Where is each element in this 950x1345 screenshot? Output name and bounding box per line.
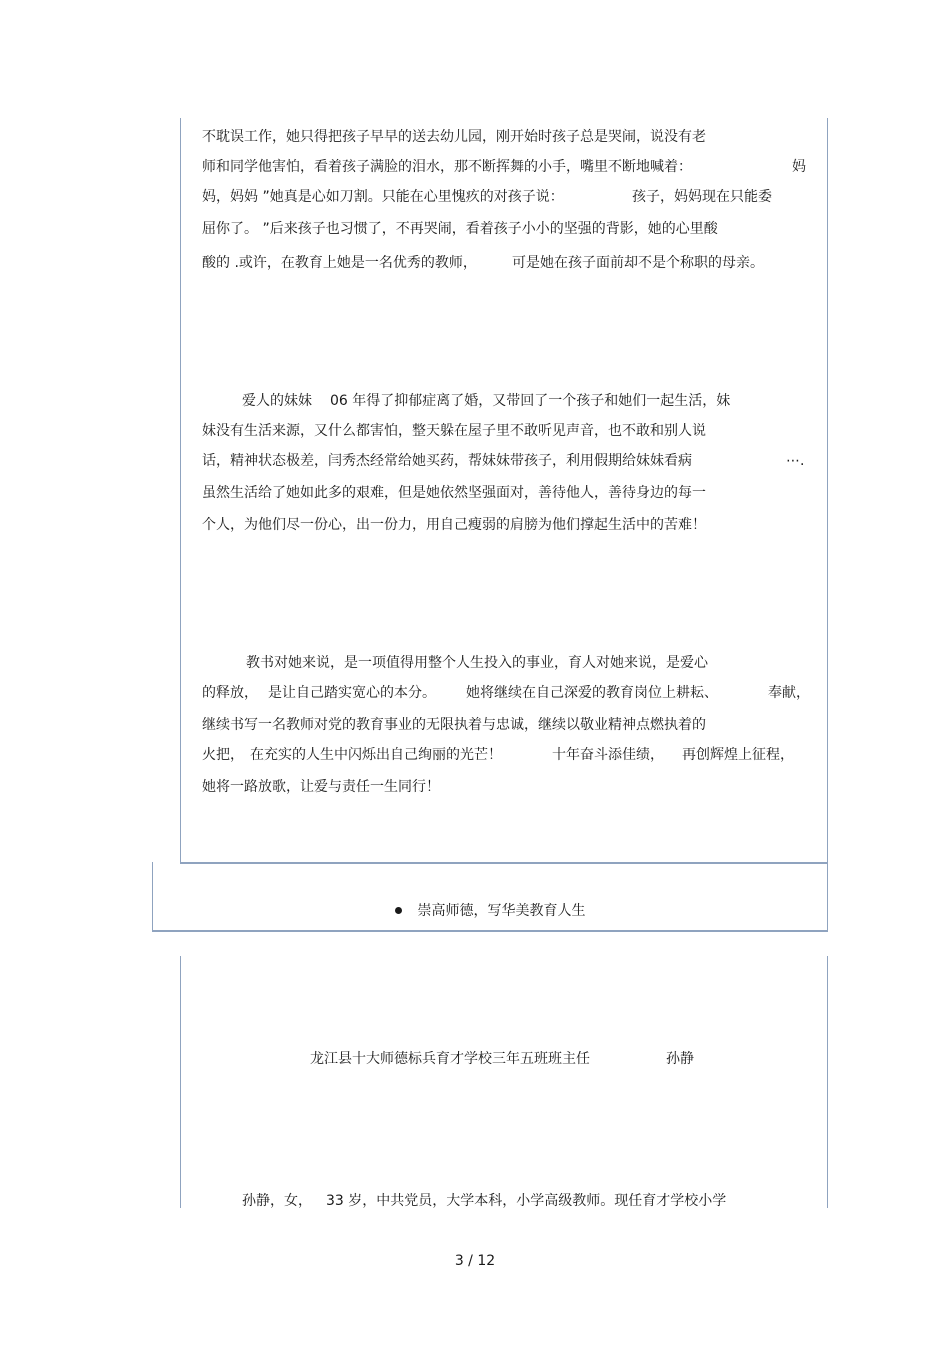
paragraph-line: 话，精神状态极差，闫秀杰经常给她买药，帮妹妹带孩子，利用假期给妹妹看病 bbox=[202, 453, 692, 469]
intro-line: 孙静，女， bbox=[242, 1193, 312, 1209]
paragraph-line: 奉献， bbox=[768, 685, 810, 701]
paragraph-line: 06 年得了抑郁症离了婚，又带回了一个孩子和她们一起生活，妹 bbox=[330, 393, 731, 409]
paragraph-line: 妈，妈妈 ”她真是心如刀割。只能在心里愧疚的对孩子说： bbox=[202, 189, 564, 205]
paragraph-line: 酸的 .或许，在教育上她是一名优秀的教师， bbox=[202, 255, 477, 271]
page-number: 3 / 12 bbox=[454, 1253, 496, 1269]
paragraph-line: 个人，为他们尽一份心，出一份力，用自己瘦弱的肩膀为他们撑起生活中的苦难！ bbox=[202, 517, 706, 533]
paragraph-line: 不耽误工作，她只得把孩子早早的送去幼儿园，刚开始时孩子总是哭闹，说没有老 bbox=[202, 129, 706, 145]
paragraph-line: 她将一路放歌，让爱与责任一生同行！ bbox=[202, 779, 440, 795]
paragraph-line: 师和同学他害怕，看着孩子满脸的泪水，那不断挥舞的小手，嘴里不断地喊着： bbox=[202, 159, 692, 175]
paragraph-line: 孩子，妈妈现在只能委 bbox=[632, 189, 772, 205]
byline: 龙江县十大师德标兵育才学校三年五班班主任 bbox=[310, 1051, 590, 1067]
content-frame-bottom bbox=[180, 956, 828, 1208]
section-caption: 崇高师德，写华美教育人生 bbox=[153, 902, 827, 920]
paragraph-line: 火把， bbox=[202, 747, 244, 763]
paragraph-line: 她将继续在自己深爱的教育岗位上耕耘、 bbox=[466, 685, 718, 701]
paragraph-line: 是让自己踏实宽心的本分。 bbox=[268, 685, 436, 701]
paragraph-line: 可是她在孩子面前却不是个称职的母亲。 bbox=[512, 255, 764, 271]
paragraph-line: 屈你了。 ”后来孩子也习惯了，不再哭闹，看着孩子小小的坚强的背影，她的心里酸 bbox=[202, 221, 718, 237]
paragraph-line: 妹没有生活来源，又什么都害怕，整天躲在屋子里不敢听见声音，也不敢和别人说 bbox=[202, 423, 706, 439]
paragraph-line: 的释放， bbox=[202, 685, 258, 701]
intro-line: 33 岁，中共党员，大学本科，小学高级教师。现任育才学校小学 bbox=[326, 1193, 727, 1209]
paragraph-line: 虽然生活给了她如此多的艰难，但是她依然坚强面对，善待他人，善待身边的每一 bbox=[202, 485, 706, 501]
paragraph-line: 十年奋斗添佳绩， bbox=[552, 747, 664, 763]
paragraph-line: ⋯. bbox=[786, 453, 805, 469]
paragraph-line: 再创辉煌上征程， bbox=[682, 747, 794, 763]
paragraph-line: 在充实的人生中闪烁出自己绚丽的光芒！ bbox=[250, 747, 502, 763]
byline-name: 孙静 bbox=[666, 1051, 694, 1067]
paragraph-line: 继续书写一名教师对党的教育事业的无限执着与忠诚，继续以敬业精神点燃执着的 bbox=[202, 717, 706, 733]
paragraph-line: 妈 bbox=[792, 159, 806, 175]
paragraph-line: 爱人的妹妹 bbox=[242, 393, 312, 409]
bullet-icon bbox=[395, 907, 402, 914]
paragraph-line: 教书对她来说，是一项值得用整个人生投入的事业，育人对她来说，是爱心 bbox=[246, 655, 708, 671]
caption-box bbox=[152, 862, 828, 932]
